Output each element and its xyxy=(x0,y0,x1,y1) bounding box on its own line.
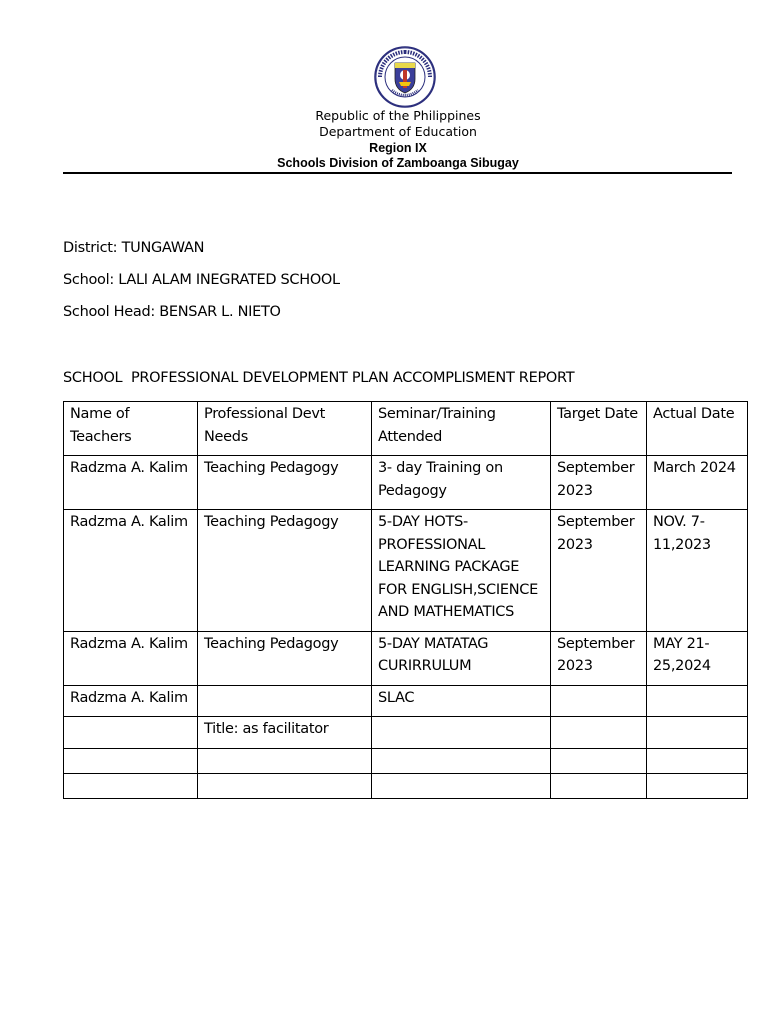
table-row xyxy=(64,773,748,798)
school-line: School: LALI ALAM INEGRATED SCHOOL xyxy=(63,272,340,288)
cell-actual-date xyxy=(647,748,748,773)
cell-actual-date: MAY 21-25,2024 xyxy=(647,631,748,685)
col-header-seminar: Seminar/Training Attended xyxy=(372,402,551,456)
cell-needs: Title: as facilitator xyxy=(198,717,372,749)
table-header-row xyxy=(64,402,748,456)
cell-target-date xyxy=(551,748,647,773)
table-row xyxy=(64,685,748,717)
header-republic: Republic of the Philippines xyxy=(315,108,481,123)
table-row xyxy=(64,717,748,749)
cell-needs: Teaching Pedagogy xyxy=(198,456,372,510)
report-title: SCHOOL PROFESSIONAL DEVELOPMENT PLAN ACCOMPLISMENT REPORT xyxy=(63,370,575,386)
cell-name xyxy=(64,748,198,773)
table-row xyxy=(64,631,748,685)
cell-seminar xyxy=(372,748,551,773)
cell-seminar xyxy=(372,717,551,749)
header-department: Department of Education xyxy=(319,124,477,139)
school-head-line: School Head: BENSAR L. NIETO xyxy=(63,304,281,320)
col-header-actual-date: Actual Date xyxy=(647,402,748,456)
cell-needs xyxy=(198,748,372,773)
cell-name xyxy=(64,773,198,798)
header-region: Region IX xyxy=(369,141,427,155)
cell-seminar: SLAC xyxy=(372,685,551,717)
table-row xyxy=(64,456,748,510)
header-divider xyxy=(63,172,732,174)
cell-target-date xyxy=(551,773,647,798)
cell-target-date: September 2023 xyxy=(551,510,647,632)
cell-seminar: 3- day Training on Pedagogy xyxy=(372,456,551,510)
accomplishment-table xyxy=(63,401,748,799)
header-division: Schools Division of Zamboanga Sibugay xyxy=(277,156,519,170)
cell-seminar: 5-DAY MATATAG CURIRRULUM xyxy=(372,631,551,685)
cell-needs xyxy=(198,773,372,798)
col-header-target-date: Target Date xyxy=(551,402,647,456)
cell-actual-date xyxy=(647,773,748,798)
cell-seminar: 5-DAY HOTS-PROFESSIONAL LEARNING PACKAGE FOR ENGLISH,SCIENCE AND MATHEMATICS xyxy=(372,510,551,632)
cell-needs xyxy=(198,685,372,717)
cell-name: Radzma A. Kalim xyxy=(64,631,198,685)
cell-target-date: September 2023 xyxy=(551,631,647,685)
cell-target-date: September 2023 xyxy=(551,456,647,510)
cell-name: Radzma A. Kalim xyxy=(64,456,198,510)
district-line: District: TUNGAWAN xyxy=(63,240,205,256)
cell-actual-date: March 2024 xyxy=(647,456,748,510)
table-row xyxy=(64,510,748,632)
cell-actual-date xyxy=(647,717,748,749)
cell-target-date xyxy=(551,685,647,717)
deped-seal-logo xyxy=(374,46,436,108)
col-header-needs: Professional Devt Needs xyxy=(198,402,372,456)
cell-name xyxy=(64,717,198,749)
cell-needs: Teaching Pedagogy xyxy=(198,631,372,685)
col-header-name: Name of Teachers xyxy=(64,402,198,456)
cell-actual-date: NOV. 7-11,2023 xyxy=(647,510,748,632)
table-row xyxy=(64,748,748,773)
cell-needs: Teaching Pedagogy xyxy=(198,510,372,632)
cell-actual-date xyxy=(647,685,748,717)
cell-name: Radzma A. Kalim xyxy=(64,510,198,632)
cell-target-date xyxy=(551,717,647,749)
cell-seminar xyxy=(372,773,551,798)
cell-name: Radzma A. Kalim xyxy=(64,685,198,717)
